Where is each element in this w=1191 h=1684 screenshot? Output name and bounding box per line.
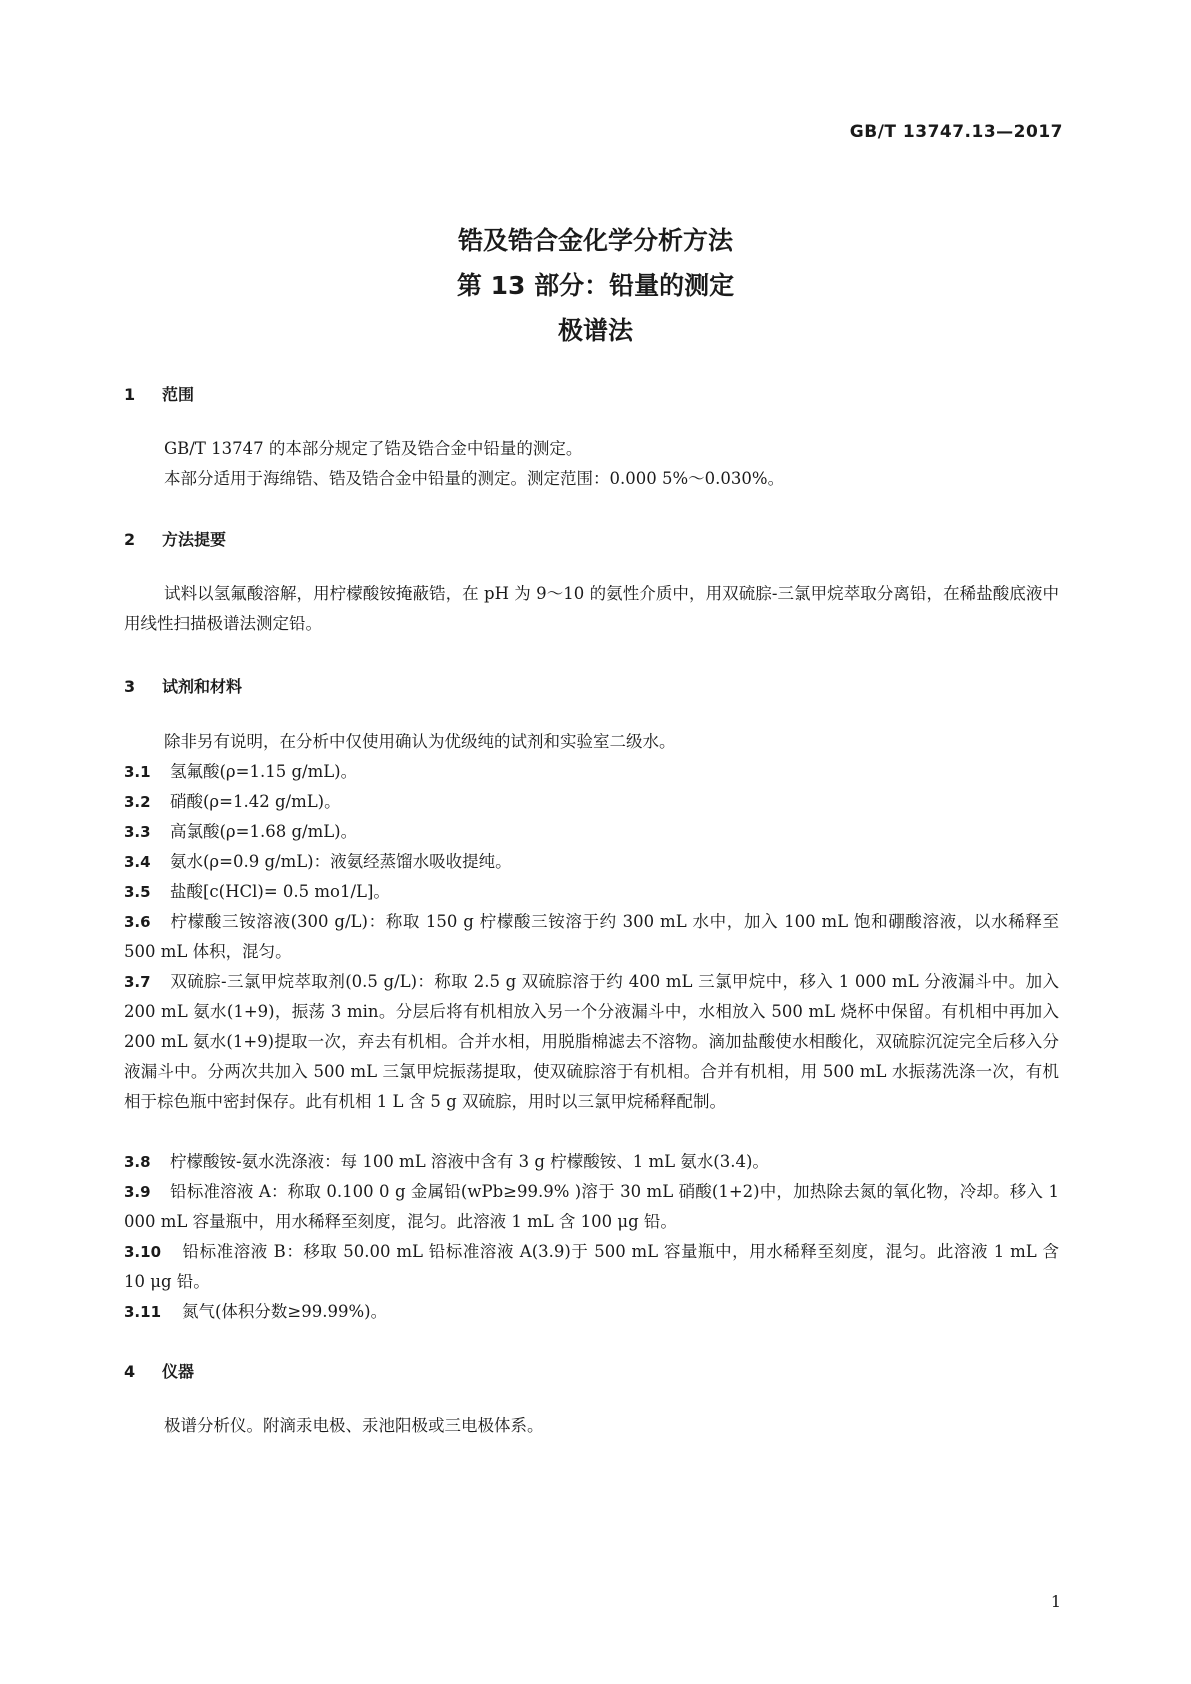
list-item xyxy=(124,1297,1059,1327)
item-text: 柠檬酸三铵溶液(300 g/L)：称取 150 g 柠檬酸三铵溶于约 300 mL 水中，加入 100 mL 饱和硼酸溶液，以水稀释至 500 mL 体积，混匀。 xyxy=(124,912,1059,961)
list-item xyxy=(124,1147,1059,1177)
section-4-heading xyxy=(124,1359,194,1382)
item-number: 3.11 xyxy=(124,1303,162,1321)
item-text: 硝酸(ρ=1.42 g/mL)。 xyxy=(170,792,341,811)
item-text: 铅标准溶液 B：移取 50.00 mL 铅标准溶液 A(3.9)于 500 mL 容量瓶中，用水稀释至刻度，混匀。此溶液 1 mL 含 10 μg 铅。 xyxy=(124,1242,1059,1291)
title-line-3: 极谱法 xyxy=(557,316,633,345)
title-line-1: 锆及锆合金化学分析方法 xyxy=(457,226,733,255)
paragraph: 除非另有说明，在分析中仅使用确认为优级纯的试剂和实验室二级水。 xyxy=(164,732,676,751)
list-item xyxy=(124,907,1059,967)
title-line-2: 第 13 部分：铅量的测定 xyxy=(456,271,735,300)
section-title: 范围 xyxy=(162,385,195,404)
list-item xyxy=(124,1177,1059,1237)
item-text: 氨水(ρ=0.9 g/mL)：液氨经蒸馏水吸收提纯。 xyxy=(170,852,512,871)
item-number: 3.1 xyxy=(124,763,151,781)
page-number: 1 xyxy=(1050,1592,1061,1611)
item-text: 铅标准溶液 A：称取 0.100 0 g 金属铅(wPb≥99.9% )溶于 30 mL 硝酸(1+2)中，加热除去氮的氧化物，冷却。移入 1 000 mL 容量瓶中，用水稀释至刻度，混匀。此溶液 1 mL 含 100 μg 铅。 xyxy=(124,1182,1059,1231)
document-title xyxy=(0,218,1191,353)
item-text: 盐酸[c(HCl)= 0.5 mo1/L]。 xyxy=(170,882,390,901)
list-item xyxy=(124,787,1059,817)
paragraph: 极谱分析仪。附滴汞电极、汞池阳极或三电极体系。 xyxy=(164,1416,544,1435)
item-text: 氢氟酸(ρ=1.15 g/mL)。 xyxy=(170,762,358,781)
item-number: 3.5 xyxy=(124,883,151,901)
section-title: 试剂和材料 xyxy=(162,677,243,696)
item-text: 柠檬酸铵-氨水洗涤液：每 100 mL 溶液中含有 3 g 柠檬酸铵、1 mL 氨水(3.4)。 xyxy=(170,1152,769,1171)
paragraph: 试料以氢氟酸溶解，用柠檬酸铵掩蔽锆，在 pH 为 9～10 的氨性介质中，用双硫腙-三氯甲烷萃取分离铅，在稀盐酸底液中用线性扫描极谱法测定铅。 xyxy=(124,584,1059,633)
list-item xyxy=(124,757,1059,787)
item-number: 3.10 xyxy=(124,1243,162,1261)
item-number: 3.4 xyxy=(124,853,151,871)
list-item xyxy=(124,967,1059,1117)
section-number: 2 xyxy=(124,530,136,549)
standard-code: GB/T 13747.13—2017 xyxy=(849,122,1063,142)
section-number: 4 xyxy=(124,1362,136,1381)
section-2-heading xyxy=(124,527,226,550)
item-number: 3.6 xyxy=(124,913,151,931)
list-item xyxy=(124,817,1059,847)
item-number: 3.2 xyxy=(124,793,151,811)
section-3-heading xyxy=(124,674,242,697)
section-title: 仪器 xyxy=(162,1362,195,1381)
item-text: 高氯酸(ρ=1.68 g/mL)。 xyxy=(170,822,358,841)
section-number: 3 xyxy=(124,677,136,696)
item-number: 3.3 xyxy=(124,823,151,841)
item-number: 3.8 xyxy=(124,1153,151,1171)
list-item xyxy=(124,877,1059,907)
section-number: 1 xyxy=(124,385,136,404)
item-number: 3.9 xyxy=(124,1183,151,1201)
section-1-heading xyxy=(124,382,194,405)
section-title: 方法提要 xyxy=(162,530,227,549)
list-item xyxy=(124,847,1059,877)
paragraph: 本部分适用于海绵锆、锆及锆合金中铅量的测定。测定范围：0.000 5%～0.030%。 xyxy=(164,469,785,488)
item-text: 氮气(体积分数≥99.99%)。 xyxy=(182,1302,388,1321)
paragraph: GB/T 13747 的本部分规定了锆及锆合金中铅量的测定。 xyxy=(164,439,583,458)
item-text: 双硫腙-三氯甲烷萃取剂(0.5 g/L)：称取 2.5 g 双硫腙溶于约 400 mL 三氯甲烷中，移入 1 000 mL 分液漏斗中。加入 200 mL 氨水(1+9)，振荡 3 min。分层后将有机相放入另一个分液漏斗中，水相放入 500 mL 烧杯中保留。有机相中再加入 200 mL 氨水(1+9)提取一次，弃去有机相。合并水相，用脱脂棉滤去不溶物。滴加盐酸使水相酸化，双硫腙沉淀完全后移入分液漏斗中。分两次共加入 500 mL 三氯甲烷振荡提取，使双硫腙溶于有机相。合并有机相，用 500 mL 水振荡洗涤一次，有机相于棕色瓶中密封保存。此有机相 1 L 含 5 g 双硫腙，用时以三氯甲烷稀释配制。 xyxy=(124,972,1059,1111)
list-item xyxy=(124,1237,1059,1297)
item-number: 3.7 xyxy=(124,973,151,991)
